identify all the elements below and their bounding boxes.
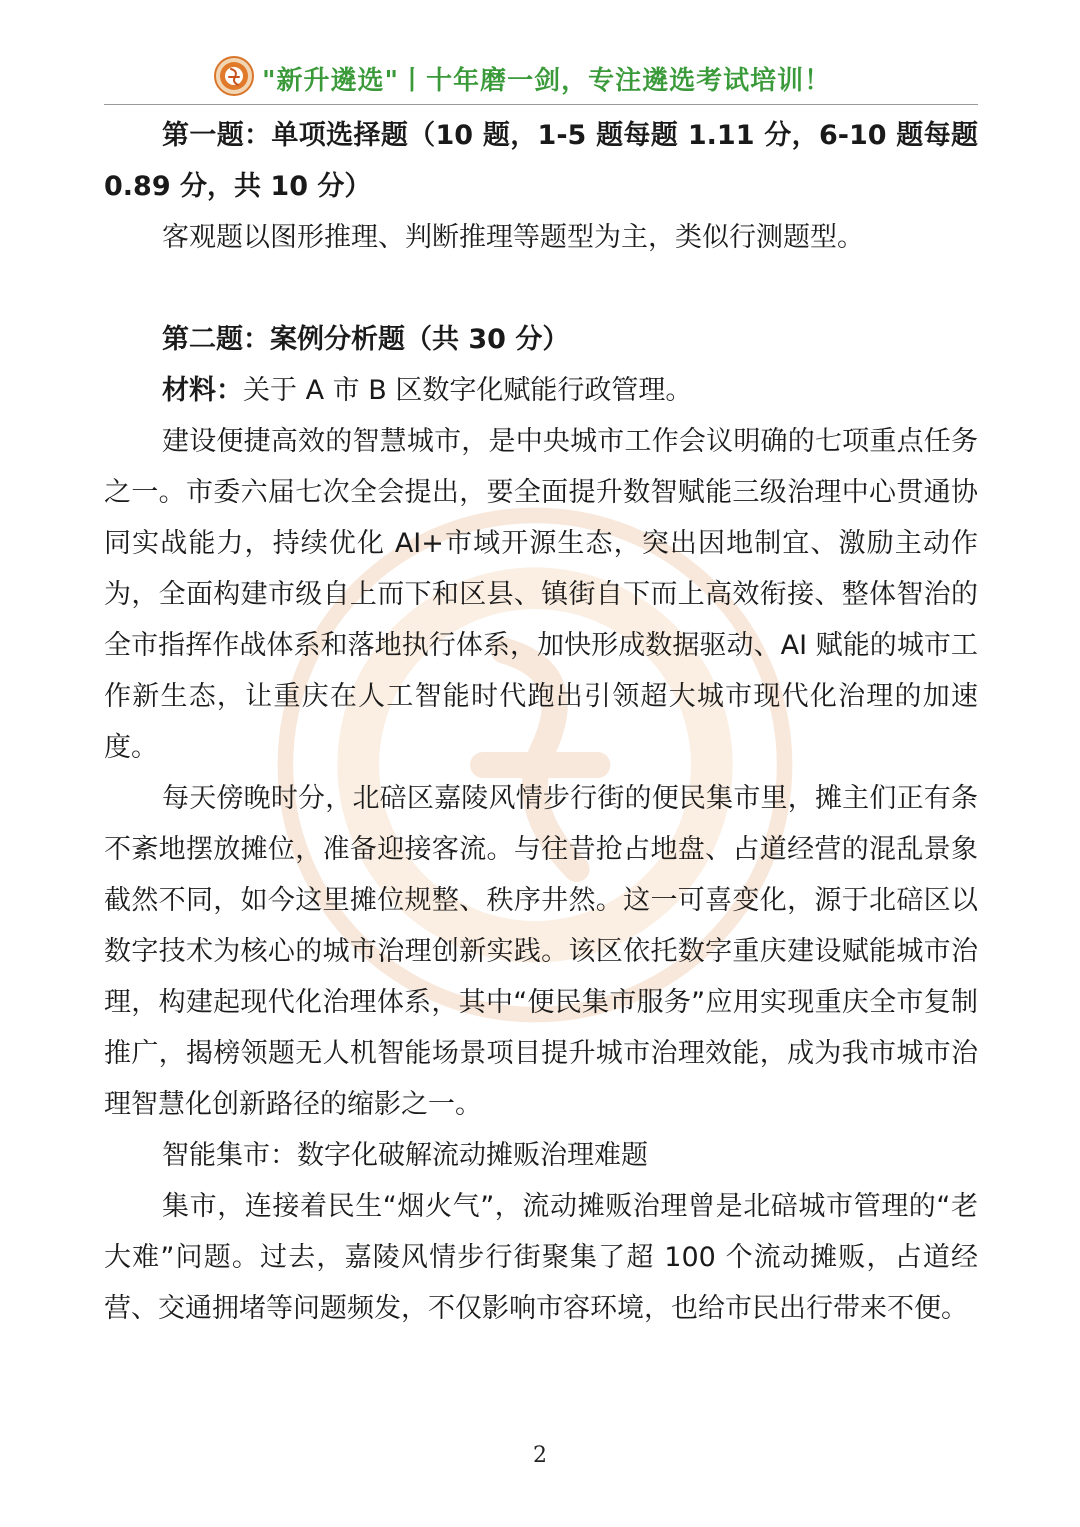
section-1-description: 客观题以图形推理、判断推理等题型为主，类似行测题型。 [162, 222, 864, 253]
material-title: 关于 A 市 B 区数字化赋能行政管理。 [243, 375, 693, 406]
material-label: 材料： [162, 375, 243, 406]
body-paragraph: 建设便捷高效的智慧城市，是中央城市工作会议明确的七项重点任务之一。市委六届七次全会提出，要全面提升数智赋能三级治理中心贯通协同实战能力，持续优化 AI+市域开源生态，突出因地制宜、激励主动作为，全面构建市级自上而下和区县、镇街自下而上高效衔接、整体智治的全市指挥作战体系和落地执行体系，加快形成数据驱动、AI 赋能的城市工作新生态，让重庆在人工智能时代跑出引领超大城市现代化治理的加速度。 [104, 426, 978, 763]
body-paragraph: 集市，连接着民生“烟火气”，流动摊贩治理曾是北碚城市管理的“老大难”问题。过去，嘉陵风情步行街聚集了超 100 个流动摊贩，占道经营、交通拥堵等问题频发，不仅影响市容环境，也给市民出行带来不便。 [104, 1191, 978, 1324]
page-header [104, 52, 978, 105]
header-banner-text: "新升遴选"丨十年磨一剑，专注遴选考试培训！ [262, 66, 832, 96]
body-paragraph: 每天傍晚时分，北碚区嘉陵风情步行街的便民集市里，摊主们正有条不紊地摆放摊位，准备迎接客流。与往昔抢占地盘、占道经营的混乱景象截然不同，如今这里摊位规整、秩序井然。这一可喜变化，源于北碚区以数字技术为核心的城市治理创新实践。该区依托数字重庆建设赋能城市治理，构建起现代化治理体系，其中“便民集市服务”应用实现重庆全市复制推广，揭榜领题无人机智能场景项目提升城市治理效能，成为我市城市治理智慧化创新路径的缩影之一。 [104, 783, 978, 1120]
document-body [104, 110, 978, 1334]
subsection-heading: 智能集市：数字化破解流动摊贩治理难题 [162, 1140, 648, 1171]
institution-seal-icon [214, 56, 254, 96]
blank-line [104, 263, 978, 314]
material-line [104, 365, 978, 416]
section-2-heading: 第二题：案例分析题（共 30 分） [162, 324, 570, 355]
section-1-heading: 第一题：单项选择题（10 题，1-5 题每题 1.11 分，6-10 题每题 0.89 分，共 10 分） [104, 120, 978, 202]
page-number: 2 [533, 1443, 547, 1468]
